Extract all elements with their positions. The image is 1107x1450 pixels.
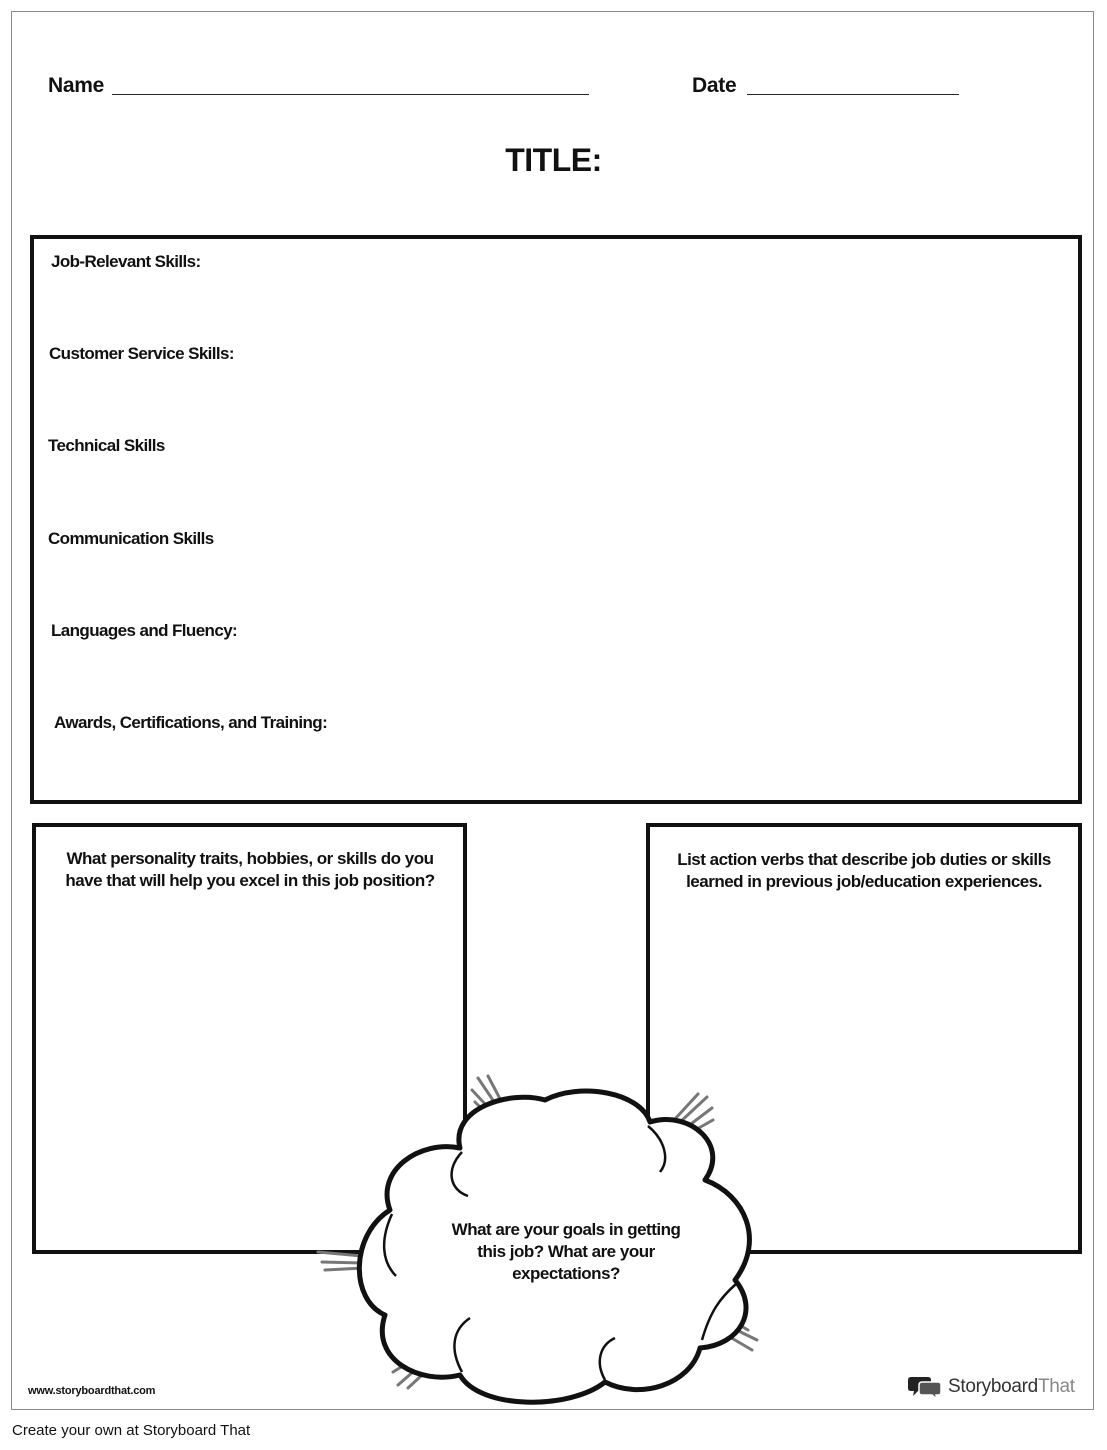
date-label: Date <box>692 74 737 97</box>
skill-awards: Awards, Certifications, and Training: <box>54 713 328 732</box>
verbs-prompt-line1: List action verbs that describe job duties or skills <box>677 850 1051 869</box>
logo-text <box>948 1376 1075 1398</box>
logo-text-light: That <box>1037 1376 1075 1397</box>
skill-customer-service: Customer Service Skills: <box>49 344 234 363</box>
create-your-own-link[interactable]: Create your own at Storyboard That <box>12 1422 251 1439</box>
logo-text-main: Storyboard <box>948 1376 1038 1397</box>
goals-prompt-line3: expectations? <box>512 1264 620 1283</box>
traits-prompt-line2: have that will help you excel in this job position? <box>65 871 435 890</box>
goals-prompt-line2: this job? What are your <box>477 1242 655 1261</box>
storyboardthat-logo[interactable] <box>908 1373 1075 1401</box>
name-label: Name <box>48 74 104 97</box>
goals-prompt-line1: What are your goals in getting <box>451 1220 681 1239</box>
site-url[interactable]: www.storyboardthat.com <box>28 1385 156 1397</box>
traits-prompt-line1: What personality traits, hobbies, or skills do you <box>66 849 434 868</box>
skill-languages: Languages and Fluency: <box>51 621 238 640</box>
skill-job-relevant: Job-Relevant Skills: <box>51 252 201 271</box>
skill-communication: Communication Skills <box>48 529 214 548</box>
goals-prompt <box>438 1219 694 1285</box>
page-title: TITLE: <box>505 142 602 178</box>
verbs-prompt-line2: learned in previous job/education experiences. <box>686 872 1042 891</box>
skill-technical: Technical Skills <box>48 436 165 455</box>
speech-bubbles-icon <box>908 1374 942 1400</box>
